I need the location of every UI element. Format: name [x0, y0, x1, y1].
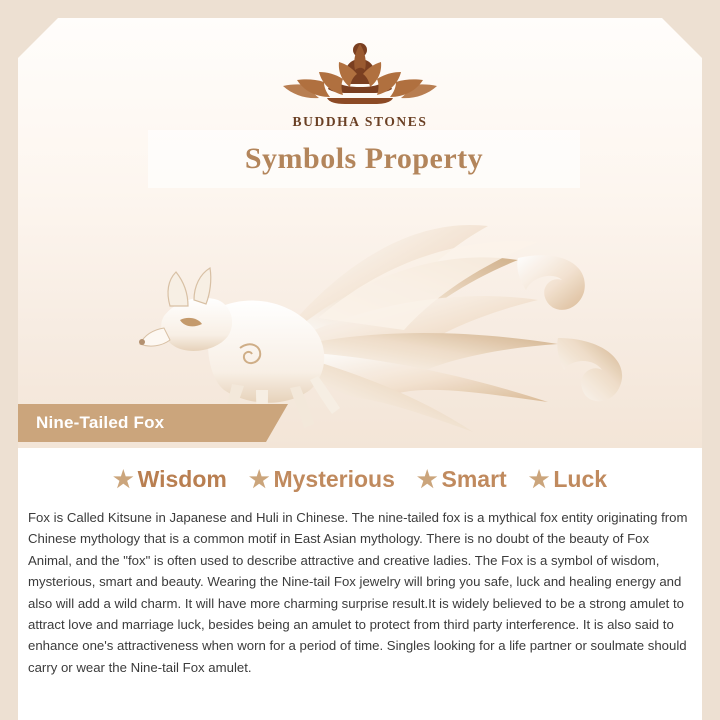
brand-logo-block [18, 32, 702, 130]
ribbon-tail [266, 404, 288, 442]
keyword-item-luck [529, 466, 607, 493]
star-icon: ★ [112, 466, 134, 492]
keyword-label: Smart [441, 466, 507, 492]
lotus-meditation-icon [275, 32, 445, 110]
keyword-label: Luck [553, 466, 608, 492]
brand-name: BUDDHA STONES [292, 114, 428, 129]
page-title: Symbols Property [244, 142, 484, 175]
hero-section [18, 18, 702, 448]
keyword-item-smart [417, 466, 507, 493]
keyword-label: Mysterious [273, 466, 395, 492]
star-icon: ★ [248, 466, 270, 492]
frame-right-border [702, 0, 720, 720]
keyword-label: Wisdom [137, 466, 227, 492]
keyword-item-wisdom [113, 466, 227, 493]
keyword-item-mysterious [249, 466, 395, 493]
keyword-list [24, 448, 696, 493]
content-card [18, 18, 702, 720]
description-paragraph: Fox is Called Kitsune in Japanese and Huli in Chinese. The nine-tailed fox is a mythical fox entity originating from Chinese mythology that is a common motif in East Asian mythology. There is no doubt of the beauty of Fox Animal, and the "fox" is often used to describe attractive and creative ladies. The Fox is a symbol of wisdom, mysterious, smart and beauty. Wearing the Nine-tail Fox jewelry will bring you safe, luck and healing energy and also will add a wild charm. It will have more charming surprise result.It is widely believed to be a strong amulet to attract love and marriage luck, besides being an amulet to protect from third party interference. It is also said to enhance one's attractiveness when worn for a period of time. Singles looking for a life partner or soulmate should carry or wear the Nine-tail Fox amulet. [28, 510, 688, 675]
nine-tailed-fox-illustration [18, 188, 702, 438]
fox-illustration-svg [18, 188, 702, 438]
illustration-label: Nine-Tailed Fox [36, 413, 165, 432]
star-icon: ★ [416, 466, 438, 492]
illustration-label-ribbon [18, 404, 266, 442]
description-section [18, 448, 702, 720]
star-icon: ★ [528, 466, 550, 492]
page-title-band [148, 130, 580, 188]
frame-left-border [0, 0, 18, 720]
frame-top-border [0, 0, 720, 18]
